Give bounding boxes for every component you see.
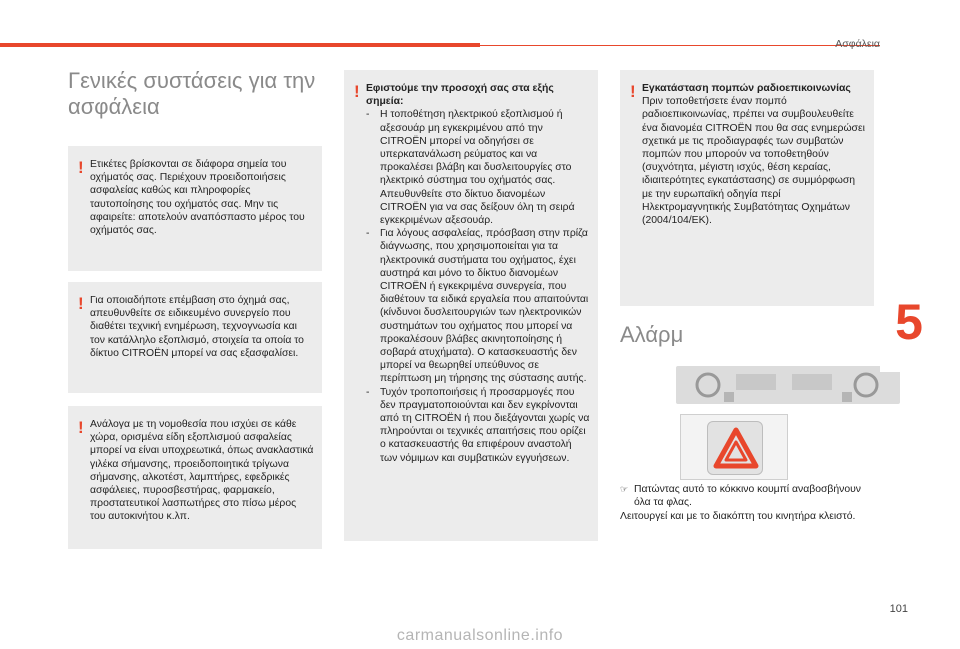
page-number: 101 (889, 603, 908, 615)
alarm-instructions (620, 483, 880, 523)
steering-wheel-icon (676, 366, 794, 404)
hazard-triangle-icon (708, 422, 764, 476)
dashboard-left-image (676, 366, 794, 404)
warning-box-labels (68, 146, 322, 271)
attention-box (344, 70, 598, 541)
warning-icon: ! (78, 418, 84, 437)
list-item: - Η τοποθέτηση ηλεκτρικού εξοπλισμού ή αξεσουάρ μη εγκεκριμένου από την CITROËN μπορεί να οδηγήσει σε υπερκατανάλωση ρεύματος και να προκαλέσει βλάβη και δυσλειτουργίες στο ηλεκτρικό σύστημα του οχήματός σας. Απευθυνθείτε στο δίκτυο διανομέων CITROËN για να σας δείξουν όλη τη σειρά εγκεκριμένων αξεσουάρ. (366, 109, 575, 227)
warning-text: Ετικέτες βρίσκονται σε διάφορα σημεία του οχήματός σας. Περιέχουν προειδοποιήσεις ασφαλείας καθώς και πληροφορίες ταυτοποίησης του οχήματός σας. Μην τις αφαιρείτε: αποτελούν αναπόσπαστο μέρος του οχήματός σας. (90, 159, 305, 237)
hazard-button-illustration (680, 414, 788, 480)
warning-text: Για οποιαδήποτε επέμβαση στο όχημά σας, απευθυνθείτε σε ειδικευμένο συνεργείο που διαθέτει τεχνική ενημέρωση, τεχνογνωσία και τον κατάλληλο εξοπλισμό, στοιχεία τα οποία το δίκτυο CITROËN μπορεί να σας εξασφαλίσει. (90, 295, 304, 359)
radio-transmitter-box (620, 70, 874, 306)
alarm-instruction: Πατώντας αυτό το κόκκινο κουμπί αναβοσβήνουν όλα τα φλας. (634, 484, 861, 509)
warning-box-equipment (68, 406, 322, 549)
alarm-title: Αλάρμ (620, 322, 684, 347)
watermark: carmanualsonline.info (396, 627, 564, 644)
header-accent-line (480, 45, 880, 46)
chapter-number: 5 (880, 272, 938, 372)
attention-title: Εφιστούμε την προσοχή σας στα εξής σημεία: (366, 83, 554, 108)
radio-text: Πριν τοποθετήσετε έναν πομπό ραδιοεπικοινωνίας, πρέπει να συμβουλευθείτε ένα διανομέα CITROËN που θα σας ενημερώσει σχετικά με τις προδιαγραφές των συμβατών πομπών που μπορούν να τοποθετηθούν (συχνότητα, μέγιστη ισχύς, θέση κεραίας, ιδιαιτερότητες εγκατάστασης) σε συμμόρφωση με την ευρωπαϊκή οδηγία περί Ηλεκτρομαγνητικής Συμβατότητας Οχημάτων (2004/104/ΕΚ). (642, 96, 865, 227)
page-title: Γενικές συστάσεις για την ασφάλεια (68, 68, 316, 119)
hazard-button[interactable] (707, 421, 763, 475)
radio-title: Εγκατάσταση πομπών ραδιοεπικοινωνίας (642, 83, 851, 94)
alarm-note: Λειτουργεί και με το διακόπτη του κινητήρα κλειστό. (620, 510, 856, 522)
warning-icon: ! (78, 294, 84, 313)
warning-icon: ! (630, 82, 636, 101)
header-accent-bar (0, 43, 480, 47)
pointer-icon: ☞ (620, 484, 629, 494)
warning-box-service (68, 282, 322, 393)
warning-icon: ! (78, 158, 84, 177)
section-title: Ασφάλεια (835, 38, 880, 50)
list-item: - Για λόγους ασφαλείας, πρόσβαση στην πρίζα διάγνωσης, που χρησιμοποιείται για τα ηλεκτρονικά συστήματα του οχήματος, έχει αυστηρά και μόνο το δίκτυο διανομέων CITROËN ή εγκεκριμένα συνεργεία, που διαθέτουν τα ειδικά εργαλεία που απαιτούνται (κίνδυνοι δυσλειτουργιών των ηλεκτρονικών συστημάτων του οχήματος που μπορεί να προκαλέσουν βλάβες ακινητοποίησης ή σοβαρά ατυχήματα). Ο κατασκευαστής δεν μπορεί να θεωρηθεί υπεύθυνος σε περίπτωση μη τήρησης της σύστασης αυτής. (366, 228, 589, 385)
list-item: - Τυχόν τροποποιήσεις ή προσαρμογές που δεν πραγματοποιούνται και δεν εγκρίνονται από τη CITROËN ή που διεξάγονται χωρίς να πληρούνται οι τεχνικές απαιτήσεις που ορίζει ο κατασκευαστής θα επιφέρουν αναστολή των νόμιμων και συμβατικών εγγυήσεων. (366, 386, 590, 464)
warning-icon: ! (354, 82, 360, 101)
warning-text: Ανάλογα με τη νομοθεσία που ισχύει σε κάθε χώρα, ορισμένα είδη εξοπλισμού ασφαλείας μπορεί να είναι υποχρεωτικά, όπως ανακλαστικά γιλέκα σήμανσης, προειδοποιητικά τρίγωνα σήμανσης, αλκοτέστ, λαμπτήρες, εφεδρικές ασφάλειες, πυροσβεστήρας, φαρμακείο, προστατευτικοί λασπωτήρες στο πίσω μέρος του αυτοκινήτου κ.λπ. (90, 419, 314, 523)
